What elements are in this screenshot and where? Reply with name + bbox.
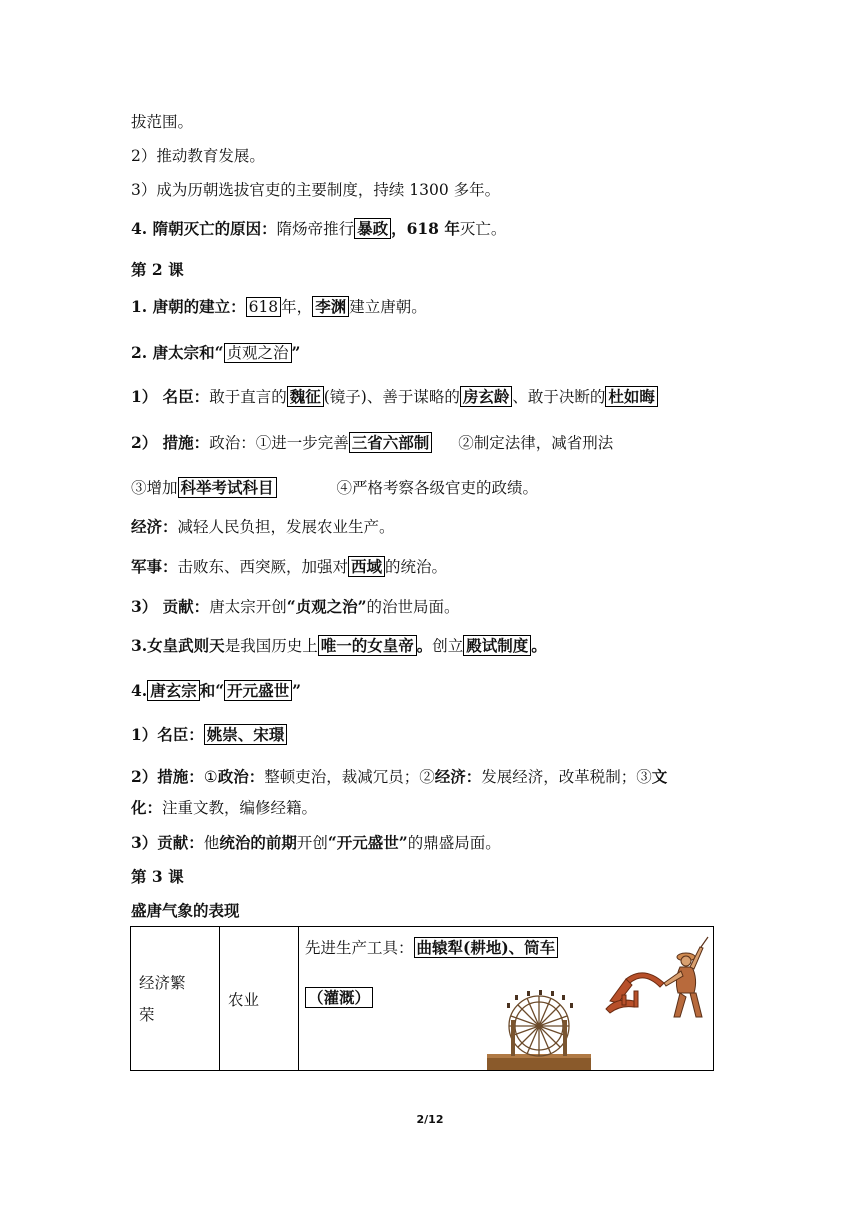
text-line: 军事：击败东、西突厥，加强对 西域 的统治。 — [131, 557, 448, 576]
boxed-term: 618 — [246, 297, 282, 317]
boxed-term: 姚崇、宋璟 — [204, 724, 288, 745]
text-line: 4. 隋朝灭亡的原因：隋炀帝推行 暴政 ，618 年灭亡。 — [131, 219, 507, 238]
text-line: 4. 唐玄宗 和“ 开元盛世 ” — [131, 681, 302, 700]
boxed-term: 贞观之治 — [224, 343, 292, 363]
text-line: 2） 措施：政治：①进一步完善 三省六部制 ②制定法律，减省刑法 — [131, 433, 614, 452]
table-cell-category: 经济繁 荣 — [131, 927, 220, 1071]
text-line: ③增加 科举考试科目 ④严格考察各级官吏的政绩。 — [131, 478, 539, 497]
text-line: 2. 唐太宗和“ 贞观之治 ” — [131, 343, 301, 362]
text-line: 2）推动教育发展。 — [131, 147, 265, 165]
boxed-term: 魏征 — [287, 386, 324, 407]
lesson-heading: 第 2 课 — [131, 260, 184, 279]
boxed-term: 唯一的女皇帝 — [318, 635, 417, 656]
text-line: 1）名臣： 姚崇、宋璟 — [131, 724, 287, 746]
boxed-term: 唐玄宗 — [147, 680, 200, 701]
boxed-term: 科举考试科目 — [178, 477, 277, 498]
page-number: 2/12 — [416, 1113, 444, 1126]
prosperity-table — [130, 926, 714, 1071]
boxed-term: 曲辕犁(耕地)、筒车 — [414, 937, 559, 958]
curved-plough-image — [604, 935, 722, 1027]
boxed-term: 暴政 — [354, 218, 391, 239]
boxed-term: （灌溉） — [305, 987, 373, 1008]
text-line: 1. 唐朝的建立： 618 年， 李渊 建立唐朝。 — [131, 297, 427, 316]
boxed-term: 房玄龄 — [460, 386, 513, 407]
lesson-heading: 第 3 课 — [131, 867, 184, 886]
text-line: 3.女皇武则天是我国历史上 唯一的女皇帝 。创立 殿试制度 。 — [131, 636, 547, 655]
boxed-term: 李渊 — [312, 296, 349, 317]
text-line: 3）成为历朝选拔官吏的主要制度，持续 1300 多年。 — [131, 181, 501, 199]
text-line: 化：注重文教，编修经籍。 — [131, 798, 318, 817]
table-row — [131, 927, 714, 1071]
section-heading: 盛唐气象的表现 — [131, 901, 240, 920]
text-line: 经济：减轻人民负担，发展农业生产。 — [131, 517, 395, 536]
boxed-term: 杜如晦 — [605, 386, 658, 407]
boxed-term: 开元盛世 — [224, 680, 292, 701]
table-cell-sector: 农业 — [220, 927, 299, 1071]
table-cell-detail — [299, 927, 714, 1071]
text-line: 拔范围。 — [131, 113, 194, 131]
text-line: 1） 名臣：敢于直言的 魏征 (镜子)、善于谋略的 房玄龄 、敢于决断的 杜如晦 — [131, 386, 658, 408]
tools-text-2 — [305, 986, 373, 1008]
tools-text: 先进生产工具： 曲辕犁(耕地)、筒车 — [305, 936, 558, 958]
text-line: 3） 贡献：唐太宗开创“贞观之治”的治世局面。 — [131, 597, 460, 616]
text-line: 3）贡献：他统治的前期开创“开元盛世”的鼎盛局面。 — [131, 833, 501, 852]
text-line: 2）措施：①政治：整顿吏治，裁减冗员；②经济：发展经济，改革税制；③文 — [131, 767, 668, 786]
boxed-term: 殿试制度 — [463, 635, 531, 656]
boxed-term: 三省六部制 — [349, 432, 433, 453]
boxed-term: 西域 — [348, 556, 385, 577]
waterwheel-image — [487, 990, 591, 1070]
